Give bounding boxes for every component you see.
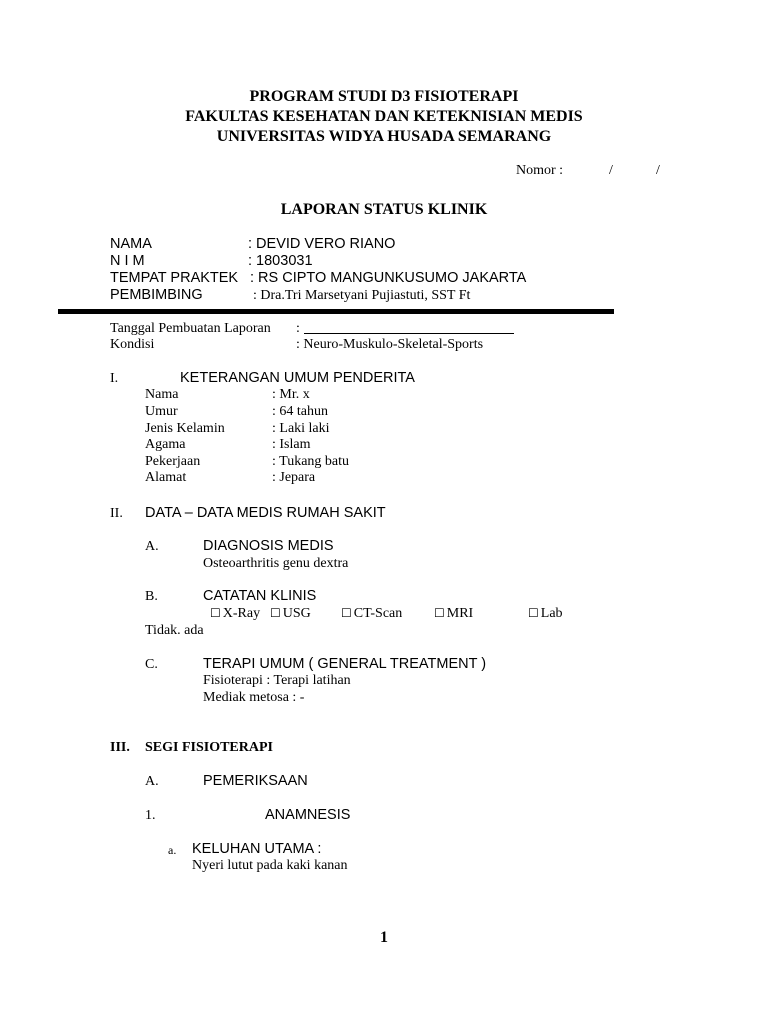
option-lab[interactable]: ☐ Lab xyxy=(528,606,563,621)
tanggal-colon: : xyxy=(296,321,300,336)
tempat-value: : RS CIPTO MANGUNKUSUMO JAKARTA xyxy=(250,270,527,286)
page-number: 1 xyxy=(380,929,388,946)
nama-label: NAMA xyxy=(110,236,152,252)
terapi-line-2: Mediak metosa : - xyxy=(203,690,305,705)
keluhan-value: Nyeri lutut pada kaki kanan xyxy=(192,858,348,873)
item-1-number: 1. xyxy=(145,808,156,823)
option-xray[interactable]: ☐ X-Ray xyxy=(210,606,261,621)
field-label: Nama xyxy=(145,387,179,402)
section-2b-number: B. xyxy=(145,589,158,604)
sub-a-number: a. xyxy=(168,843,177,857)
header-program: PROGRAM STUDI D3 FISIOTERAPI xyxy=(249,88,519,105)
option-ct-scan[interactable]: ☐ CT-Scan xyxy=(341,606,403,621)
pembimbing-label: PEMBIMBING xyxy=(110,287,203,303)
tanggal-label: Tanggal Pembuatan Laporan xyxy=(110,321,271,336)
nomor-label: Nomor : xyxy=(516,163,564,178)
nomor-separator-2: / xyxy=(656,163,660,178)
nim-label: N I M xyxy=(110,253,145,269)
checkbox-icon: ☐ xyxy=(341,606,352,620)
nama-value: : DEVID VERO RIANO xyxy=(248,236,396,252)
section-3a-number: A. xyxy=(145,774,159,789)
section-1-number: I. xyxy=(110,371,119,386)
field-value: : Jepara xyxy=(272,470,316,485)
document-title: LAPORAN STATUS KLINIK xyxy=(280,201,488,218)
kondisi-label: Kondisi xyxy=(110,337,155,352)
terapi-line-1: Fisioterapi : Terapi latihan xyxy=(203,673,351,688)
field-label: Pekerjaan xyxy=(145,454,201,469)
field-label: Agama xyxy=(145,437,186,452)
nim-value: : 1803031 xyxy=(248,253,313,269)
item-1-title: ANAMNESIS xyxy=(265,807,351,823)
section-3-number: III. xyxy=(110,740,130,755)
header-faculty: FAKULTAS KESEHATAN DAN KETEKNISIAN MEDIS xyxy=(185,108,583,125)
header-university: UNIVERSITAS WIDYA HUSADA SEMARANG xyxy=(216,128,552,145)
section-3a-title: PEMERIKSAAN xyxy=(203,773,308,789)
diagnosis-value: Osteoarthritis genu dextra xyxy=(203,556,349,571)
nomor-separator-1: / xyxy=(609,163,613,178)
section-2a-number: A. xyxy=(145,539,159,554)
field-label: Umur xyxy=(145,404,178,419)
option-mri[interactable]: ☐ MRI xyxy=(434,606,474,621)
tempat-label: TEMPAT PRAKTEK xyxy=(110,270,239,286)
field-label: Alamat xyxy=(145,470,187,485)
section-2-number: II. xyxy=(110,506,123,521)
section-2-title: DATA – DATA MEDIS RUMAH SAKIT xyxy=(145,505,386,521)
field-value: : 64 tahun xyxy=(272,404,328,419)
section-2a-title: DIAGNOSIS MEDIS xyxy=(203,538,334,554)
checkbox-icon: ☐ xyxy=(270,606,281,620)
section-1-title: KETERANGAN UMUM PENDERITA xyxy=(180,370,415,386)
section-2c-number: C. xyxy=(145,657,158,672)
field-value: : Laki laki xyxy=(272,421,330,436)
field-value: : Mr. x xyxy=(272,387,310,402)
field-value: : Tukang batu xyxy=(272,454,350,469)
catatan-note: Tidak. ada xyxy=(145,623,204,638)
checkbox-icon: ☐ xyxy=(434,606,445,620)
section-2b-title: CATATAN KLINIS xyxy=(203,588,317,604)
sub-a-title: KELUHAN UTAMA : xyxy=(192,841,322,857)
pembimbing-value: : Dra.Tri Marsetyani Pujiastuti, SST Ft xyxy=(253,288,471,303)
field-value: : Islam xyxy=(272,437,311,452)
option-usg[interactable]: ☐ USG xyxy=(270,606,311,621)
section-2c-title: TERAPI UMUM ( GENERAL TREATMENT ) xyxy=(203,656,487,672)
divider-rule xyxy=(58,309,614,314)
field-label: Jenis Kelamin xyxy=(145,421,225,436)
checkbox-icon: ☐ xyxy=(210,606,221,620)
section-3-title: SEGI FISIOTERAPI xyxy=(145,740,273,755)
kondisi-value: : Neuro-Muskulo-Skeletal-Sports xyxy=(296,337,484,352)
checkbox-icon: ☐ xyxy=(528,606,539,620)
